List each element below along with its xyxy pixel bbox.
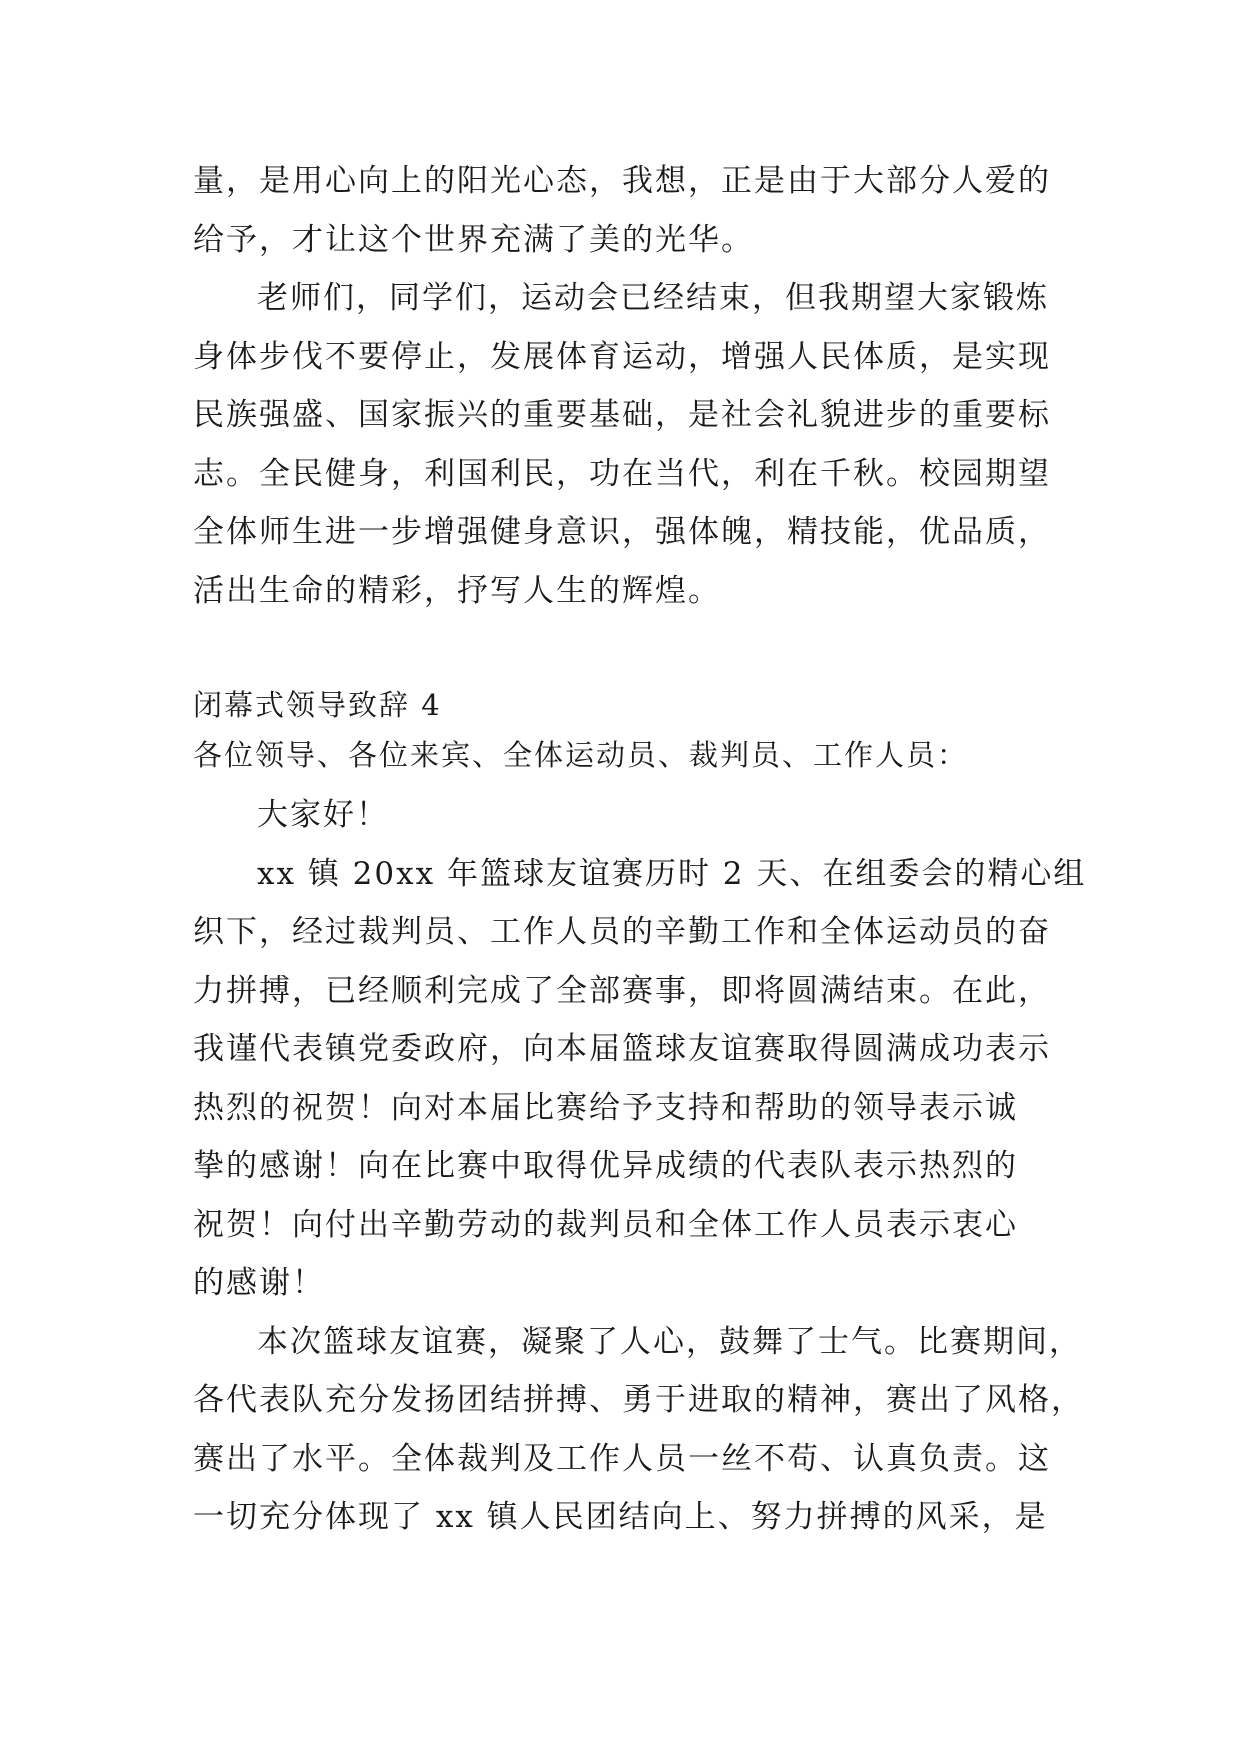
text-line: 我谨代表镇党委政府，向本届篮球友谊赛取得圆满成功表示 xyxy=(193,1031,1051,1067)
document-body xyxy=(193,152,1087,1547)
text-line: 量，是用心向上的阳光心态，我想，正是由于大部分人爱的 xyxy=(193,163,1051,199)
text-line: 热烈的祝贺！向对本届比赛给予支持和帮助的领导表示诚 xyxy=(193,1089,1018,1126)
paragraph-continuation xyxy=(193,152,1073,269)
section-spacer xyxy=(193,620,1073,680)
text-line: 赛出了水平。全体裁判及工作人员一丝不苟、认真负责。这 xyxy=(193,1440,1051,1477)
text-line: 本次篮球友谊赛，凝聚了人心，鼓舞了士气。比赛期间， xyxy=(257,1323,1082,1360)
text-line: 一切充分体现了 xx 镇人民团结向上、努力拼搏的风采，是 xyxy=(193,1499,1048,1535)
text-line: 身体步伐不要停止，发展体育运动，增强人民体质，是实现 xyxy=(193,338,1051,375)
salutation: 各位领导、各位来宾、全体运动员、裁判员、工作人员： xyxy=(193,738,969,772)
text-line: 志。全民健身，利国利民，功在当代，利在千秋。校园期望 xyxy=(193,455,1051,492)
text-line: 的感谢！ xyxy=(193,1265,325,1301)
paragraph-closing-remarks xyxy=(193,269,1073,620)
text-line: 挚的感谢！向在比赛中取得优异成绩的代表队表示热烈的 xyxy=(193,1148,1018,1184)
paragraph-summary xyxy=(193,1313,1084,1547)
greeting: 大家好！ xyxy=(257,797,389,833)
text-line: 织下，经过裁判员、工作人员的辛勤工作和全体运动员的奋 xyxy=(193,914,1051,950)
text-line: 活出生命的精彩，抒写人生的辉煌。 xyxy=(193,572,721,609)
text-line: 民族强盛、国家振兴的重要基础，是社会礼貌进步的重要标 xyxy=(193,397,1051,433)
text-line: 力拼搏，已经顺利完成了全部赛事，即将圆满结束。在此， xyxy=(193,972,1051,1009)
text-line: 给予，才让这个世界充满了美的光华。 xyxy=(193,221,754,258)
section-title: 闭幕式领导致辞 4 xyxy=(193,688,442,722)
text-line: 各代表队充分发扬团结拼搏、勇于进取的精神，赛出了风格， xyxy=(193,1382,1084,1418)
paragraph-congratulations xyxy=(193,845,1087,1313)
text-line: 全体师生进一步增强健身意识，强体魄，精技能，优品质， xyxy=(193,514,1051,550)
text-line: 老师们，同学们，运动会已经结束，但我期望大家锻炼 xyxy=(257,280,1049,316)
text-line: 祝贺！向付出辛勤劳动的裁判员和全体工作人员表示衷心 xyxy=(193,1206,1018,1243)
text-line: xx 镇 20xx 年篮球友谊赛历时 2 天、在组委会的精心组 xyxy=(257,855,1087,892)
